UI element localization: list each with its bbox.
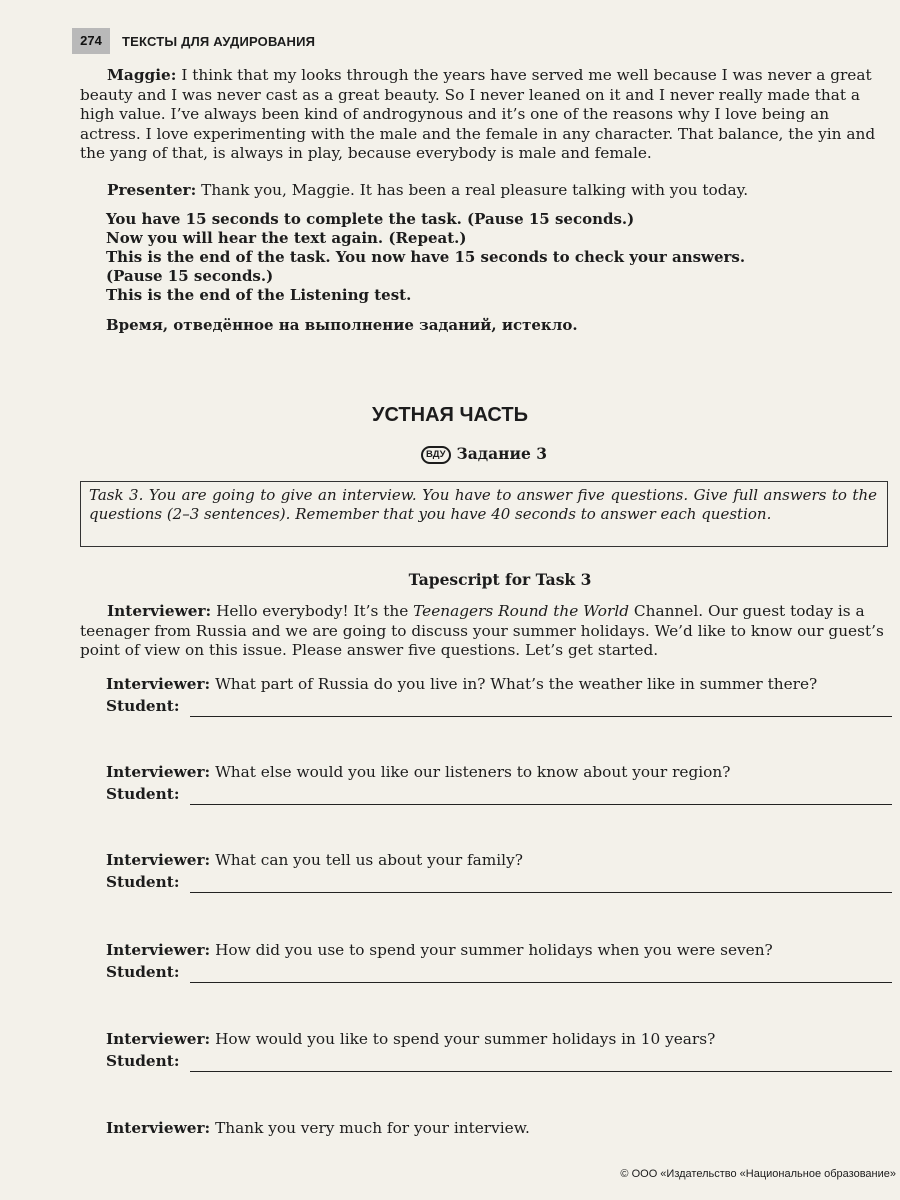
time-up-notice: Время, отведённое на выполнение заданий, истекло. <box>106 316 578 334</box>
speaker-label: Maggie: <box>107 66 177 84</box>
task-heading <box>0 444 900 464</box>
question-line <box>106 850 892 871</box>
student-label: Student: <box>106 697 180 715</box>
answer-rule[interactable] <box>190 702 893 717</box>
interviewer-label: Interviewer: <box>106 763 211 781</box>
interviewer-intro <box>80 602 892 661</box>
instruction-line: Now you will hear the text again. (Repeat.) <box>106 229 467 247</box>
interviewer-label: Interviewer: <box>106 1119 211 1137</box>
qa-block <box>106 674 892 717</box>
page-number: 274 <box>72 28 110 54</box>
qa-block <box>106 1029 892 1072</box>
task-heading-label: Задание 3 <box>456 444 547 463</box>
answer-rule[interactable] <box>190 790 893 805</box>
maggie-paragraph <box>80 66 892 164</box>
interviewer-label: Interviewer: <box>106 851 211 869</box>
speaker-label: Interviewer: <box>107 602 212 620</box>
question-line <box>106 1029 892 1050</box>
intro-text-before: Hello everybody! It’s the <box>216 602 409 620</box>
student-label: Student: <box>106 873 180 891</box>
speaker-label: Presenter: <box>107 181 197 199</box>
tapescript-title: Tapescript for Task 3 <box>408 570 592 589</box>
answer-line[interactable] <box>106 872 892 893</box>
student-label: Student: <box>106 1052 180 1070</box>
answer-rule[interactable] <box>190 878 893 893</box>
answer-line[interactable] <box>106 962 892 983</box>
question-line <box>106 940 892 961</box>
presenter-paragraph <box>80 181 892 201</box>
question-text: What else would you like our listeners to know about your region? <box>215 763 731 781</box>
intro-text-after: Channel. Our guest today is a teenager from Russia and we are going to discuss your summer holidays. We’d like to know our guest’s point of view on this issue. Please answer five questions. Let’s get started. <box>80 602 884 659</box>
instruction-line: You have 15 seconds to complete the task. (Pause 15 seconds.) <box>106 210 635 228</box>
answer-line[interactable] <box>106 784 892 805</box>
maggie-text: I think that my looks through the years have served me well because I was never a great beauty and I was never cast as a great beauty. So I never leaned on it and I never really made that a high value. I’ve always been kind of androgynous and it’s one of the reasons why I love being an actress. I love experimenting with the male and the female in any character. That balance, the yin and the yang of that, is always in play, because everybody is male and female. <box>80 66 876 162</box>
question-text: What part of Russia do you live in? What’s the weather like in summer there? <box>215 675 818 693</box>
running-head: ТЕКСТЫ ДЛЯ АУДИРОВАНИЯ <box>122 34 316 49</box>
presenter-text: Thank you, Maggie. It has been a real pleasure talking with you today. <box>201 181 749 199</box>
section-title: УСТНАЯ ЧАСТЬ <box>372 404 528 426</box>
task-box: Task 3. You are going to give an interview. You have to answer five questions. Give full answers to the questions (2–3 sentences). Remember that you have 40 seconds to answer each question. <box>80 481 888 547</box>
interviewer-label: Interviewer: <box>106 1030 211 1048</box>
headphones-icon: ВДУ <box>421 446 451 464</box>
question-text: What can you tell us about your family? <box>215 851 523 869</box>
closing-line <box>106 1119 530 1137</box>
channel-name: Teenagers Round the World <box>413 602 630 620</box>
student-label: Student: <box>106 785 180 803</box>
answer-rule[interactable] <box>190 968 893 983</box>
qa-block <box>106 762 892 805</box>
question-line <box>106 762 892 783</box>
qa-block <box>106 850 892 893</box>
instruction-line: (Pause 15 seconds.) <box>106 267 274 285</box>
closing-text: Thank you very much for your interview. <box>215 1119 530 1137</box>
question-text: How did you use to spend your summer holidays when you were seven? <box>215 941 773 959</box>
copyright-footer: © ООО «Издательство «Национальное образование» <box>620 1168 896 1180</box>
interviewer-label: Interviewer: <box>106 675 211 693</box>
question-text: How would you like to spend your summer holidays in 10 years? <box>215 1030 716 1048</box>
qa-block <box>106 940 892 983</box>
answer-line[interactable] <box>106 696 892 717</box>
instruction-line: This is the end of the Listening test. <box>106 286 412 304</box>
student-label: Student: <box>106 963 180 981</box>
question-line <box>106 674 892 695</box>
answer-line[interactable] <box>106 1051 892 1072</box>
answer-rule[interactable] <box>190 1057 893 1072</box>
instruction-line: This is the end of the task. You now have 15 seconds to check your answers. <box>106 248 746 266</box>
interviewer-label: Interviewer: <box>106 941 211 959</box>
